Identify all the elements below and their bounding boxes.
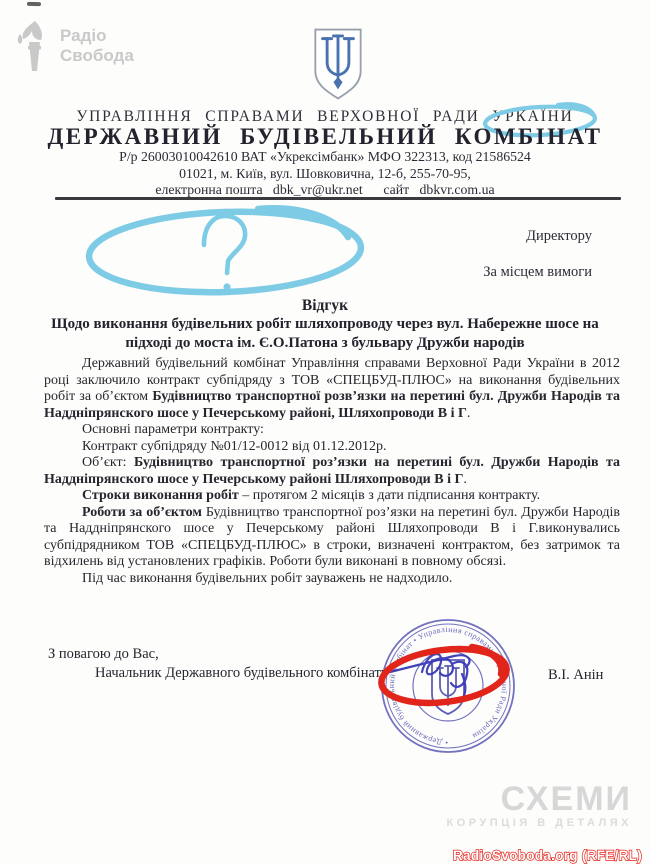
radio-svoboda-logo (14, 20, 134, 77)
question-mark-annotation-icon (80, 203, 372, 304)
paragraph-5 (44, 488, 620, 505)
scan-artifact-mark (27, 2, 41, 6)
credit-badge (422, 845, 646, 865)
schemes-tagline: КОРУПЦІЯ В ДЕТАЛЯХ (446, 817, 632, 829)
p6-bold-label: Роботи за об’єктом (82, 504, 202, 520)
signer-position: Начальник Державного будівельного комбінату (95, 665, 388, 681)
recipient-line-2: За місцем вимоги (483, 264, 592, 280)
bank-details-line: Р/р 26003010042610 ВАТ «Укрексімбанк» МФО 322313, код 21586524 (119, 149, 531, 164)
torch-icon (14, 20, 54, 77)
trident-emblem-icon (309, 25, 367, 108)
logo-line-2: Свобода (60, 46, 134, 65)
paragraph-7: Під час виконання будівельних робіт зауважень не надходило. (82, 570, 453, 586)
p5-bold-label: Строки виконання робіт (82, 488, 239, 503)
schemes-wordmark: СХЕМИ (500, 780, 632, 818)
recipient-line-1: Директору (526, 228, 592, 244)
postal-address-line: 01021, м. Київ, вул. Шовковична, 12-б, 255-70-95, (179, 166, 471, 181)
p1-period: . (466, 405, 471, 421)
company-name: ДЕРЖАВНИЙ БУДІВЕЛЬНИЙ КОМБІНАТ (47, 124, 603, 149)
p1-text: Державний будівельний комбінат Управління справами Верховної Ради України в 2012 році заключило контракт субпідряду з ТОВ «СПЕЦБУД-ПЛЮС» на виконання будівельних робіт за об’єктом (44, 356, 620, 404)
typo-word-text: УРКАЇНИ (492, 108, 574, 125)
p4-label: Об’єкт: (82, 455, 134, 470)
p6-text: Будівництво транспортної роз’язки на перетині бул. Дружби Народів та Наддніпрянского шосе у Печерському районі Шляхопроводи В і Г.виконувались субпідрядником ТОВ «СПЕЦБУД-ПЛЮС» в строки, визначені контрактом, без затримок та відхилень від установлених графіків. Роботи були виконані в повному обсязі. (44, 504, 620, 569)
paragraph-2: Основні параметри контракту: (82, 422, 264, 437)
closing-line: З повагою до Вас, (48, 646, 159, 662)
logo-line-1: Радіо (60, 26, 107, 45)
document-title: Відгук (301, 297, 349, 314)
signer-name: В.І. Анін (548, 667, 604, 683)
stamp-ring-text: • Державний будівельний комбінат • Управління справами Верховної Ради України (387, 624, 510, 748)
contacts-line: електронна пошта dbk_vr@ukr.net сайт dbkvr.com.ua (155, 182, 495, 197)
p4-period: . (463, 471, 467, 487)
schemes-logo-block (446, 782, 632, 829)
paragraph-6 (44, 505, 620, 571)
header-org-prefix: УПРАВЛІННЯ СПРАВАМИ ВЕРХОВНОЇ РАДИ (76, 108, 480, 125)
official-stamp-icon (376, 614, 520, 763)
radio-svoboda-wordmark (60, 26, 134, 66)
credit-badge-text: RadioSvoboda.org (RFE/RL) (453, 848, 642, 863)
header-divider (55, 197, 621, 200)
paragraph-1 (44, 356, 620, 422)
paragraph-4 (44, 455, 620, 488)
document-body (44, 356, 620, 587)
document-subject: Щодо виконання будівельних робіт шляхопроводу через вул. Набережне шосе на підході до моста ім. Є.О.Патона з бульвару Дружби народів (51, 316, 599, 351)
p1-bold-object: Будівництво транспортної розв’язки на перетині бул. Дружби Народів та Наддніпрянского шосе у Печерському районі, Шляхопроводи В і Г (44, 389, 621, 421)
p4-bold-object: Будівництво транспортної роз’язки на перетині бул. Дружби Народів та Наддніпрянского шосе у Печерському районі Шляхопроводи В і Г (44, 455, 621, 487)
paragraph-3: Контракт субпідряду №01/12-0012 від 01.12.2012р. (82, 438, 387, 454)
p5-text: – протягом 2 місяців з дати підписання контракту. (238, 488, 541, 503)
recipient-block (483, 228, 592, 281)
